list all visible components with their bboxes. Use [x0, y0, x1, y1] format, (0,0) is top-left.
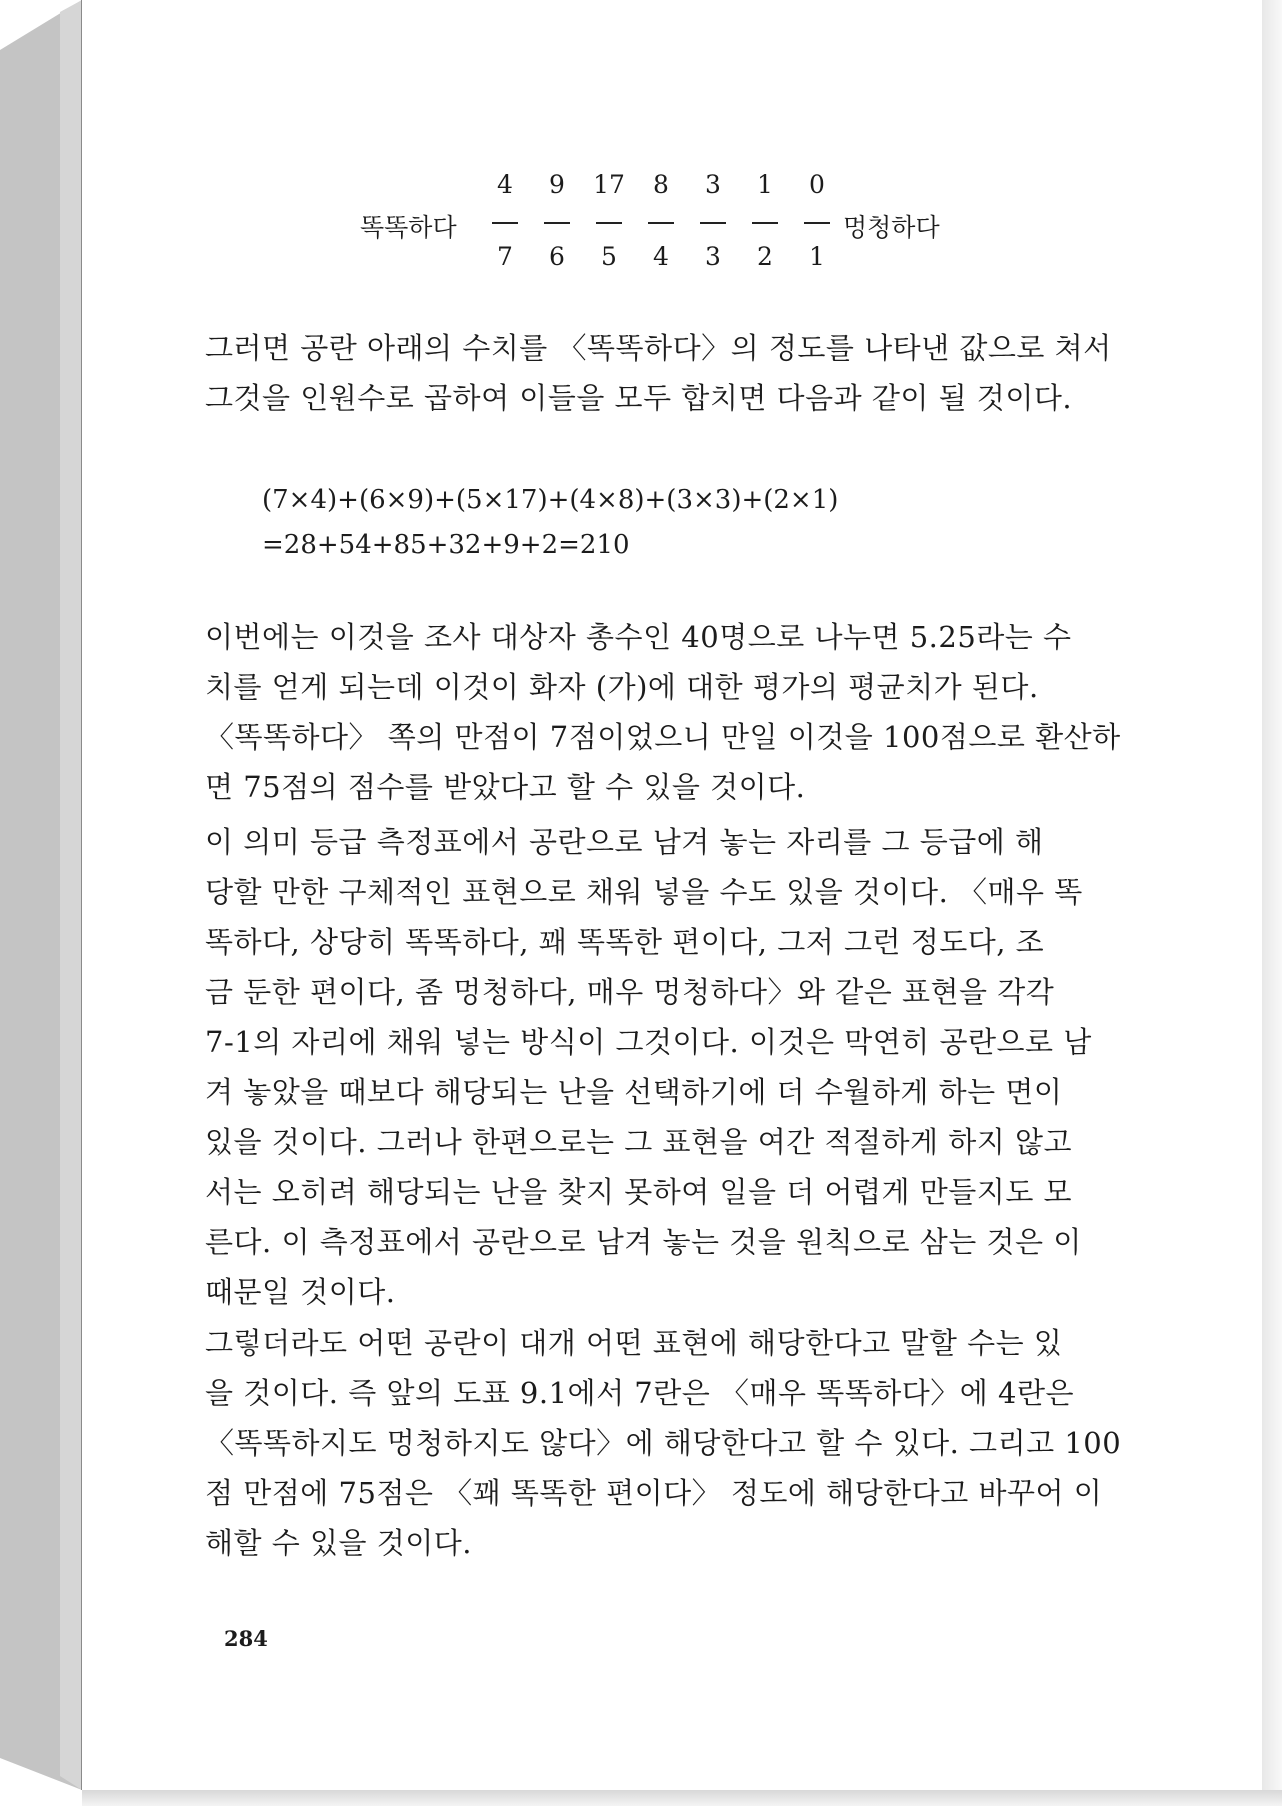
- scale-blank: [804, 222, 830, 224]
- paragraph-average: [205, 612, 1121, 812]
- fraction-value: 7: [497, 242, 513, 271]
- fraction-count: 8: [653, 170, 669, 199]
- text-line: 7-1의 자리에 채워 넣는 방식이 그것이다. 이것은 막연히 공란으로 남: [205, 1025, 1092, 1059]
- text-line: 해할 수 있을 것이다.: [205, 1526, 472, 1560]
- fraction-value: 3: [705, 242, 721, 271]
- fraction-value: 6: [549, 242, 565, 271]
- text-line: 치를 얻게 되는데 이것이 화자 (가)에 대한 평가의 평균치가 된다.: [205, 670, 1039, 704]
- scale-fraction: [797, 170, 837, 280]
- fraction-value: 4: [653, 242, 669, 271]
- scale-blank: [596, 222, 622, 224]
- fraction-count: 9: [549, 170, 565, 199]
- fraction-value: 1: [809, 242, 825, 271]
- scale-fraction: [745, 170, 785, 280]
- scale-blank: [700, 222, 726, 224]
- text-line: 당할 만한 구체적인 표현으로 채워 넣을 수도 있을 것이다. 〈매우 똑: [205, 875, 1083, 909]
- scale-blank: [492, 222, 518, 224]
- text-line: 면 75점의 점수를 받았다고 할 수 있을 것이다.: [205, 770, 806, 804]
- text-line: 겨 놓았을 때보다 해당되는 난을 선택하기에 더 수월하게 하는 면이: [205, 1075, 1063, 1109]
- fraction-value: 2: [757, 242, 773, 271]
- fraction-value: 5: [601, 242, 617, 271]
- scale-fraction: [589, 170, 629, 280]
- fraction-count: 17: [593, 170, 625, 199]
- scale-fraction: [693, 170, 733, 280]
- text-line: 그것을 인원수로 곱하여 이들을 모두 합치면 다음과 같이 될 것이다.: [205, 381, 1073, 415]
- text-line: 금 둔한 편이다, 좀 멍청하다, 매우 멍청하다〉와 같은 표현을 각각: [205, 975, 1055, 1009]
- scale-right-label: 멍청하다: [843, 213, 940, 242]
- fraction-count: 4: [497, 170, 513, 199]
- text-line: 때문일 것이다.: [205, 1275, 396, 1309]
- text-line: 〈똑똑하다〉 쪽의 만점이 7점이었으니 만일 이것을 100점으로 환산하: [205, 720, 1121, 754]
- fraction-count: 0: [809, 170, 825, 199]
- text-line: 이번에는 이것을 조사 대상자 총수인 40명으로 나누면 5.25라는 수: [205, 620, 1072, 654]
- text-line: 있을 것이다. 그러나 한편으로는 그 표현을 여간 적절하게 하지 않고: [205, 1125, 1073, 1159]
- text-line: 그러면 공란 아래의 수치를 〈똑똑하다〉의 정도를 나타낸 값으로 쳐서: [205, 331, 1112, 365]
- page-bottom-shadow: [82, 1790, 1282, 1806]
- scale-blank: [752, 222, 778, 224]
- text-line: 〈똑똑하지도 멍청하지도 않다〉에 해당한다고 할 수 있다. 그리고 100: [205, 1426, 1122, 1460]
- semantic-scale: [360, 170, 980, 280]
- page-number: 284: [224, 1626, 268, 1651]
- scale-fraction: [537, 170, 577, 280]
- fraction-count: 3: [705, 170, 721, 199]
- formula-sum: =28+54+85+32+9+2=210: [262, 530, 630, 560]
- text-line: 이 의미 등급 측정표에서 공란으로 남겨 놓는 자리를 그 등급에 해: [205, 825, 1044, 859]
- page-edge-shadow: [1262, 0, 1282, 1806]
- scale-blank: [648, 222, 674, 224]
- text-line: 서는 오히려 해당되는 난을 찾지 못하여 일을 더 어렵게 만들지도 모: [205, 1175, 1073, 1209]
- fraction-count: 1: [757, 170, 773, 199]
- text-line: 그렇더라도 어떤 공란이 대개 어떤 표현에 해당한다고 말할 수는 있: [205, 1326, 1063, 1360]
- scale-fraction: [641, 170, 681, 280]
- scale-left-label: 똑똑하다: [360, 213, 457, 242]
- text-line: 을 것이다. 즉 앞의 도표 9.1에서 7란은 〈매우 똑똑하다〉에 4란은: [205, 1376, 1075, 1410]
- paragraph-interpretation: [205, 1318, 1122, 1568]
- text-line: 똑하다, 상당히 똑똑하다, 꽤 똑똑한 편이다, 그저 그런 정도다, 조: [205, 925, 1045, 959]
- formula-products: (7×4)+(6×9)+(5×17)+(4×8)+(3×3)+(2×1): [262, 485, 839, 515]
- scale-blank: [544, 222, 570, 224]
- text-line: 점 만점에 75점은 〈꽤 똑똑한 편이다〉 정도에 해당한다고 바꾸어 이: [205, 1476, 1103, 1510]
- paragraph-scale-labels: [205, 817, 1115, 1317]
- paragraph-weighting: [205, 323, 1115, 423]
- text-line: 른다. 이 측정표에서 공란으로 남겨 놓는 것을 원칙으로 삼는 것은 이: [205, 1225, 1082, 1259]
- scale-fraction: [485, 170, 525, 280]
